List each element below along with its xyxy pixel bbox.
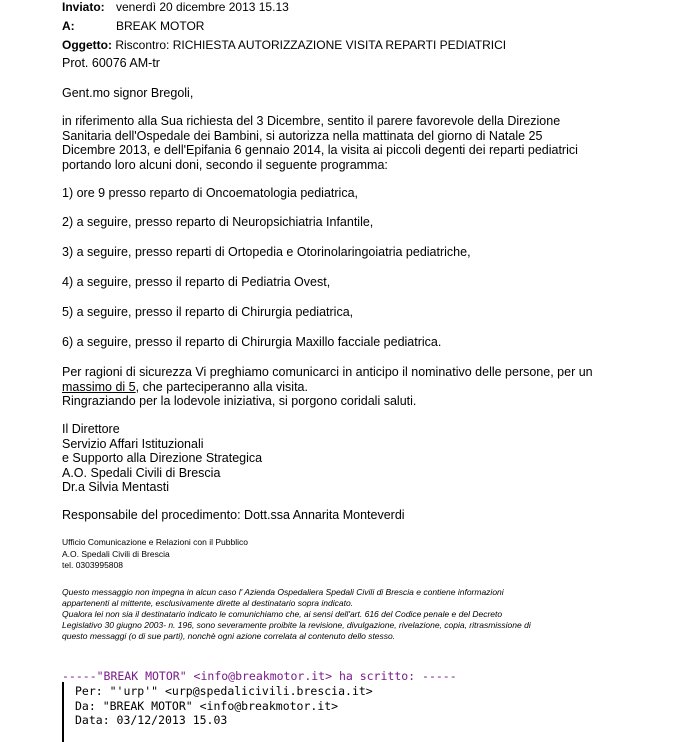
program-item: 2) a seguire, presso reparto di Neuropsichiatria Infantile, [62, 215, 374, 229]
program-item: 6) a seguire, presso il reparto di Chirurgia Maxillo facciale pediatrica. [62, 335, 442, 349]
header-sent [62, 0, 289, 14]
to-label: A: [62, 19, 75, 33]
program-item: 3) a seguire, presso reparti di Ortopedia e Otorinolaringoiatria pediatriche, [62, 245, 471, 259]
signature-line: A.O. Spedali Civili di Brescia [62, 465, 221, 480]
program-item: 4) a seguire, presso il reparto di Pediatria Ovest, [62, 275, 331, 289]
responsible: Responsabile del procedimento: Dott.ssa Annarita Monteverdi [62, 508, 405, 522]
thanks: Ringraziando per la lodevole iniziativa, si porgono coridali saluti. [62, 394, 417, 408]
disclaimer-line: questo messaggi (o di sue parti), nonchè ogni azione correlata al contenuto dello stesso. [62, 631, 396, 641]
protocol: Prot. 60076 AM-tr [62, 56, 160, 70]
forwarded-date: Data: 03/12/2013 15.03 [75, 713, 228, 727]
sent-label: Inviato: [62, 0, 105, 14]
subject-value: Riscontro: RICHIESTA AUTORIZZAZIONE VISITA REPARTI PEDIATRICI [115, 38, 507, 52]
intro-line: portando loro alcuni doni, secondo il seguente programma: [62, 157, 388, 172]
program-item: 5) a seguire, presso il reparto di Chirurgia pediatrica, [62, 305, 354, 319]
forwarded-from: Da: "BREAK MOTOR" <info@breakmotor.it> [75, 698, 339, 713]
forwarded-heading: -----"BREAK MOTOR" <info@breakmotor.it> ha scritto: ----- [62, 669, 457, 683]
disclaimer-line: Legislativo 30 giugno 2003- n. 196, sono severamente proibite la revisione, divulgazione, rivelazione, copia, ritrasmissione di [62, 620, 531, 630]
header-to [62, 19, 204, 33]
office-line: A.O. Spedali Civili di Brescia [62, 548, 170, 559]
signature-line: Servizio Affari Istituzionali [62, 436, 204, 451]
intro-line: Sanitaria dell'Ospedale dei Bambini, si autorizza nella mattinata del giorno di Natale 25 [62, 128, 543, 143]
disclaimer-line: appartenenti al mittente, esclusivamente dirette al destinatario sopra indicato. [62, 598, 354, 608]
to-value: BREAK MOTOR [116, 19, 205, 33]
header-subject [62, 38, 506, 52]
greeting: Gent.mo signor Bregoli, [62, 86, 194, 100]
sent-value: venerdì 20 dicembre 2013 15.13 [116, 0, 289, 14]
office-line: Ufficio Comunicazione e Relazioni con il Pubblico [62, 537, 248, 547]
security-rest: , che parteciperanno alla visita. [135, 379, 308, 394]
program-item: 1) ore 9 presso reparto di Oncoematologia pediatrica, [62, 186, 358, 200]
signature-line: e Supporto alla Direzione Strategica [62, 451, 263, 465]
disclaimer-line: Qualora lei non sia il destinatario indicato le comunichiamo che, ai sensi dell'art. 616 del Codice penale e del Decreto [62, 609, 503, 619]
security-line-2 [62, 380, 308, 395]
disclaimer-line: Questo messaggio non impegna in alcun caso l' Azienda Ospedaliera Spedali Civili di Brescia e contiene informazioni [62, 587, 504, 597]
signature-line: Dr.a Silvia Mentasti [62, 480, 169, 494]
signature-line: Il Direttore [62, 422, 120, 436]
intro-line: in riferimento alla Sua richiesta del 3 Dicembre, sentito il parere favorevole della Direzione [62, 114, 561, 128]
intro-line: Dicembre 2013, e dell'Epifania 6 gennaio 2014, la visita ai piccoli degenti dei reparti pediatrici [62, 143, 578, 157]
max-participants: massimo di 5 [62, 379, 136, 394]
subject-label: Oggetto: [62, 38, 112, 52]
security-line: Per ragioni di sicurezza Vi preghiamo comunicarci in anticipo il nominativo delle persone, per un [62, 365, 593, 379]
forwarded-to: Per: "'urp'" <urp@spedalicivili.brescia.it> [75, 684, 373, 698]
office-phone: tel. 0303995808 [62, 560, 123, 570]
